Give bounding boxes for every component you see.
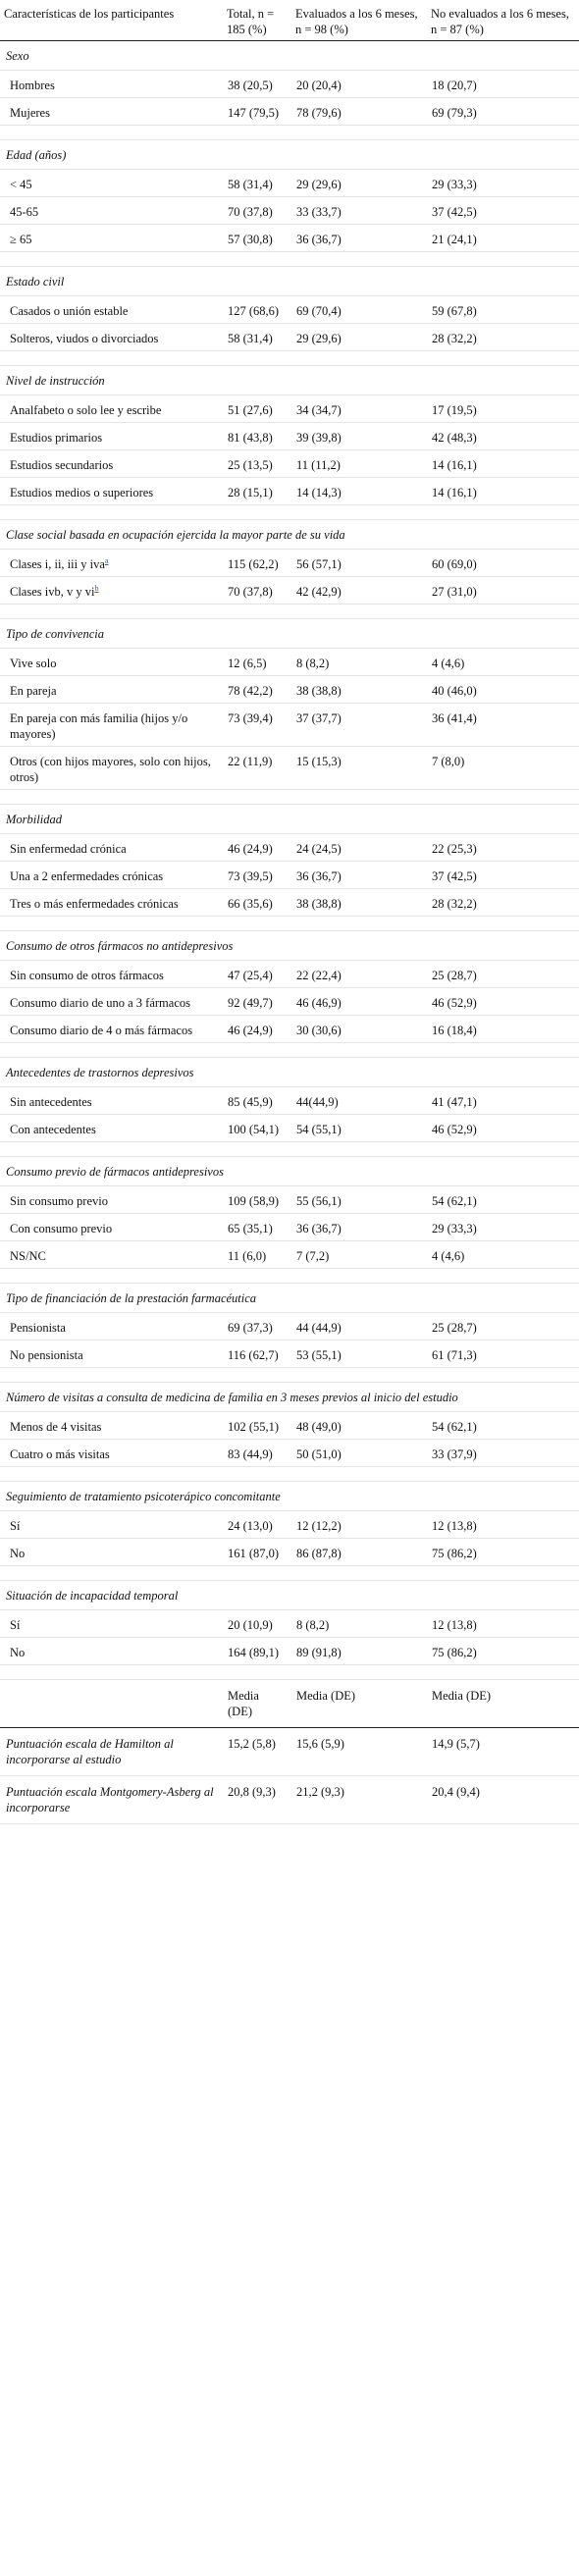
row-label: No xyxy=(10,1547,26,1560)
cell-total: 12 (6,5) xyxy=(223,649,291,676)
cell-not-evaluated: 12 (13,8) xyxy=(427,1610,579,1638)
cell-total: 20 (10,9) xyxy=(223,1610,291,1638)
row-label: Solteros, viudos o divorciados xyxy=(10,332,159,345)
table-row xyxy=(0,395,579,423)
section-title: Tipo de financiación de la prestación farmacéutica xyxy=(0,1284,579,1313)
cell-total: 161 (87,0) xyxy=(223,1539,291,1566)
row-label-cell xyxy=(0,704,223,747)
cell-not-evaluated: 37 (42,5) xyxy=(427,197,579,225)
cell-not-evaluated: 18 (20,7) xyxy=(427,71,579,98)
cell-total: 81 (43,8) xyxy=(223,423,291,450)
row-label: Sin antecedentes xyxy=(10,1095,92,1109)
cell-not-evaluated: 46 (52,9) xyxy=(427,988,579,1016)
table-row xyxy=(0,225,579,252)
row-label: Con antecedentes xyxy=(10,1123,96,1136)
table-row xyxy=(0,747,579,790)
stats-cell-evaluated: 15,6 (5,9) xyxy=(291,1728,427,1776)
section-header-row xyxy=(0,805,579,834)
cell-total: 46 (24,9) xyxy=(223,1016,291,1043)
section-header-row xyxy=(0,619,579,649)
section-spacer xyxy=(0,1142,579,1157)
row-label-cell xyxy=(0,1440,223,1467)
section-spacer xyxy=(0,1269,579,1284)
cell-evaluated: 54 (55,1) xyxy=(291,1115,427,1142)
row-label: Sin enfermedad crónica xyxy=(10,842,127,856)
row-label-cell xyxy=(0,225,223,252)
cell-evaluated: 29 (29,6) xyxy=(291,170,427,197)
table-row xyxy=(0,1313,579,1341)
cell-evaluated: 22 (22,4) xyxy=(291,961,427,988)
section-title: Situación de incapacidad temporal xyxy=(0,1581,579,1610)
cell-evaluated: 20 (20,4) xyxy=(291,71,427,98)
row-label: En pareja con más familia (hijos y/o mayores) xyxy=(10,711,188,741)
cell-evaluated: 78 (79,6) xyxy=(291,98,427,126)
spacer-cell xyxy=(0,1043,579,1058)
section-header-row xyxy=(0,931,579,961)
row-label: NS/NC xyxy=(10,1249,46,1263)
header-evaluated: Evaluados a los 6 meses, n = 98 (%) xyxy=(291,0,427,41)
cell-total: 92 (49,7) xyxy=(223,988,291,1016)
section-header-row xyxy=(0,366,579,395)
row-label-cell xyxy=(0,1115,223,1142)
stats-cell-not-evaluated: 14,9 (5,7) xyxy=(427,1728,579,1776)
row-label-cell xyxy=(0,1186,223,1214)
row-label: Estudios medios o superiores xyxy=(10,486,154,499)
cell-not-evaluated: 12 (13,8) xyxy=(427,1511,579,1539)
cell-evaluated: 44(44,9) xyxy=(291,1087,427,1115)
table-row xyxy=(0,704,579,747)
row-label: Clases i, ii, iii y iva xyxy=(10,557,105,571)
row-label: Otros (con hijos mayores, solo con hijos, otros) xyxy=(10,755,211,784)
row-label-cell xyxy=(0,834,223,862)
footnote-link[interactable]: a xyxy=(104,555,109,565)
cell-evaluated: 34 (34,7) xyxy=(291,395,427,423)
table-row xyxy=(0,550,579,577)
section-title: Nivel de instrucción xyxy=(0,366,579,395)
cell-total: 38 (20,5) xyxy=(223,71,291,98)
table-row xyxy=(0,1341,579,1368)
cell-evaluated: 24 (24,5) xyxy=(291,834,427,862)
cell-total: 73 (39,5) xyxy=(223,862,291,889)
section-header-row xyxy=(0,41,579,71)
table-row xyxy=(0,450,579,478)
row-label: No xyxy=(10,1646,26,1659)
cell-not-evaluated: 16 (18,4) xyxy=(427,1016,579,1043)
cell-not-evaluated: 33 (37,9) xyxy=(427,1440,579,1467)
section-spacer xyxy=(0,1566,579,1581)
cell-not-evaluated: 28 (32,2) xyxy=(427,889,579,917)
cell-not-evaluated: 40 (46,0) xyxy=(427,676,579,704)
row-label-cell xyxy=(0,450,223,478)
section-title: Morbilidad xyxy=(0,805,579,834)
cell-total: 102 (55,1) xyxy=(223,1412,291,1440)
section-spacer xyxy=(0,505,579,520)
table-row xyxy=(0,1016,579,1043)
row-label-cell xyxy=(0,197,223,225)
cell-evaluated: 42 (42,9) xyxy=(291,577,427,605)
row-label-cell xyxy=(0,1610,223,1638)
cell-not-evaluated: 69 (79,3) xyxy=(427,98,579,126)
section-spacer xyxy=(0,605,579,619)
header-not-evaluated: No evaluados a los 6 meses, n = 87 (%) xyxy=(427,0,579,41)
cell-not-evaluated: 17 (19,5) xyxy=(427,395,579,423)
cell-not-evaluated: 21 (24,1) xyxy=(427,225,579,252)
row-label: Con consumo previo xyxy=(10,1222,113,1235)
cell-total: 85 (45,9) xyxy=(223,1087,291,1115)
cell-total: 70 (37,8) xyxy=(223,577,291,605)
cell-evaluated: 15 (15,3) xyxy=(291,747,427,790)
row-label-cell xyxy=(0,71,223,98)
row-label: Consumo diario de 4 o más fármacos xyxy=(10,1024,193,1037)
cell-evaluated: 36 (36,7) xyxy=(291,225,427,252)
stats-header-not-evaluated: Media (DE) xyxy=(427,1680,579,1728)
stats-row-label: Puntuación escala Montgomery-Asberg al incorporarse xyxy=(0,1776,223,1824)
row-label-cell xyxy=(0,988,223,1016)
row-label-cell xyxy=(0,324,223,351)
cell-evaluated: 8 (8,2) xyxy=(291,1610,427,1638)
row-label: Estudios primarios xyxy=(10,431,103,445)
spacer-cell xyxy=(0,505,579,520)
table-row xyxy=(0,676,579,704)
cell-not-evaluated: 60 (69,0) xyxy=(427,550,579,577)
stats-header-row xyxy=(0,1680,579,1728)
cell-evaluated: 36 (36,7) xyxy=(291,862,427,889)
table-body xyxy=(0,41,579,1824)
section-title: Edad (años) xyxy=(0,140,579,170)
row-label-cell xyxy=(0,478,223,505)
cell-total: 47 (25,4) xyxy=(223,961,291,988)
cell-total: 83 (44,9) xyxy=(223,1440,291,1467)
cell-total: 46 (24,9) xyxy=(223,834,291,862)
table-row xyxy=(0,961,579,988)
section-spacer xyxy=(0,252,579,267)
cell-total: 11 (6,0) xyxy=(223,1241,291,1269)
table-row xyxy=(0,1412,579,1440)
table-row xyxy=(0,324,579,351)
section-spacer xyxy=(0,1467,579,1482)
spacer-cell xyxy=(0,252,579,267)
table-row xyxy=(0,1115,579,1142)
section-spacer xyxy=(0,1665,579,1680)
table-row xyxy=(0,170,579,197)
row-label: Tres o más enfermedades crónicas xyxy=(10,897,179,911)
cell-not-evaluated: 61 (71,3) xyxy=(427,1341,579,1368)
cell-not-evaluated: 59 (67,8) xyxy=(427,296,579,324)
cell-not-evaluated: 29 (33,3) xyxy=(427,170,579,197)
cell-not-evaluated: 25 (28,7) xyxy=(427,961,579,988)
section-header-row xyxy=(0,1284,579,1313)
spacer-cell xyxy=(0,1665,579,1680)
row-label: < 45 xyxy=(10,178,32,191)
row-label-cell xyxy=(0,1412,223,1440)
cell-evaluated: 69 (70,4) xyxy=(291,296,427,324)
stats-cell-total: 15,2 (5,8) xyxy=(223,1728,291,1776)
cell-evaluated: 8 (8,2) xyxy=(291,649,427,676)
section-spacer xyxy=(0,351,579,366)
row-label-cell xyxy=(0,1016,223,1043)
row-label: Sin consumo previo xyxy=(10,1194,108,1208)
table-row xyxy=(0,197,579,225)
cell-evaluated: 44 (44,9) xyxy=(291,1313,427,1341)
section-header-row xyxy=(0,1581,579,1610)
cell-not-evaluated: 27 (31,0) xyxy=(427,577,579,605)
row-label: Menos de 4 visitas xyxy=(10,1420,102,1434)
table-row xyxy=(0,889,579,917)
row-label-cell xyxy=(0,961,223,988)
row-label: Sí xyxy=(10,1618,21,1632)
row-label-cell xyxy=(0,1341,223,1368)
cell-evaluated: 14 (14,3) xyxy=(291,478,427,505)
section-title: Antecedentes de trastornos depresivos xyxy=(0,1058,579,1087)
spacer-cell xyxy=(0,605,579,619)
cell-total: 100 (54,1) xyxy=(223,1115,291,1142)
cell-evaluated: 38 (38,8) xyxy=(291,676,427,704)
cell-total: 58 (31,4) xyxy=(223,170,291,197)
stats-row xyxy=(0,1776,579,1824)
cell-evaluated: 55 (56,1) xyxy=(291,1186,427,1214)
cell-evaluated: 38 (38,8) xyxy=(291,889,427,917)
section-spacer xyxy=(0,790,579,805)
cell-total: 73 (39,4) xyxy=(223,704,291,747)
cell-total: 57 (30,8) xyxy=(223,225,291,252)
row-label: 45-65 xyxy=(10,205,39,219)
row-label-cell xyxy=(0,1214,223,1241)
spacer-cell xyxy=(0,1566,579,1581)
row-label-cell xyxy=(0,1313,223,1341)
stats-header-evaluated: Media (DE) xyxy=(291,1680,427,1728)
cell-evaluated: 89 (91,8) xyxy=(291,1638,427,1665)
cell-not-evaluated: 4 (4,6) xyxy=(427,1241,579,1269)
cell-evaluated: 46 (46,9) xyxy=(291,988,427,1016)
row-label: No pensionista xyxy=(10,1348,83,1362)
cell-evaluated: 12 (12,2) xyxy=(291,1511,427,1539)
section-spacer xyxy=(0,126,579,140)
cell-total: 58 (31,4) xyxy=(223,324,291,351)
table-row xyxy=(0,834,579,862)
table-row xyxy=(0,1539,579,1566)
section-title: Sexo xyxy=(0,41,579,71)
row-label-cell xyxy=(0,1241,223,1269)
row-label: Una a 2 enfermedades crónicas xyxy=(10,869,164,883)
cell-evaluated: 33 (33,7) xyxy=(291,197,427,225)
cell-evaluated: 39 (39,8) xyxy=(291,423,427,450)
row-label: Clases ivb, v y vi xyxy=(10,585,95,599)
table-row xyxy=(0,649,579,676)
row-label-cell xyxy=(0,1511,223,1539)
table-row xyxy=(0,71,579,98)
cell-evaluated: 30 (30,6) xyxy=(291,1016,427,1043)
row-label: Casados o unión estable xyxy=(10,304,129,318)
cell-not-evaluated: 7 (8,0) xyxy=(427,747,579,790)
stats-row-label: Puntuación escala de Hamilton al incorporarse al estudio xyxy=(0,1728,223,1776)
row-label-cell xyxy=(0,296,223,324)
cell-total: 65 (35,1) xyxy=(223,1214,291,1241)
row-label-cell xyxy=(0,98,223,126)
cell-not-evaluated: 41 (47,1) xyxy=(427,1087,579,1115)
cell-not-evaluated: 75 (86,2) xyxy=(427,1638,579,1665)
cell-not-evaluated: 14 (16,1) xyxy=(427,450,579,478)
cell-total: 25 (13,5) xyxy=(223,450,291,478)
table-row xyxy=(0,1511,579,1539)
cell-evaluated: 37 (37,7) xyxy=(291,704,427,747)
cell-not-evaluated: 4 (4,6) xyxy=(427,649,579,676)
row-label-cell xyxy=(0,170,223,197)
section-header-row xyxy=(0,1383,579,1412)
row-label-cell xyxy=(0,889,223,917)
section-header-row xyxy=(0,1482,579,1511)
section-spacer xyxy=(0,1368,579,1383)
stats-header-total: Media (DE) xyxy=(223,1680,291,1728)
section-header-row xyxy=(0,1058,579,1087)
table-row xyxy=(0,98,579,126)
row-label-cell xyxy=(0,862,223,889)
cell-not-evaluated: 22 (25,3) xyxy=(427,834,579,862)
cell-evaluated: 48 (49,0) xyxy=(291,1412,427,1440)
cell-total: 69 (37,3) xyxy=(223,1313,291,1341)
table-row xyxy=(0,1186,579,1214)
table-row xyxy=(0,1638,579,1665)
cell-not-evaluated: 25 (28,7) xyxy=(427,1313,579,1341)
row-label: Pensionista xyxy=(10,1321,66,1335)
spacer-cell xyxy=(0,351,579,366)
row-label: Consumo diario de uno a 3 fármacos xyxy=(10,996,190,1010)
stats-cell-not-evaluated: 20,4 (9,4) xyxy=(427,1776,579,1824)
section-title: Consumo de otros fármacos no antidepresivos xyxy=(0,931,579,961)
footnote-link[interactable]: b xyxy=(94,583,99,593)
cell-not-evaluated: 14 (16,1) xyxy=(427,478,579,505)
cell-total: 24 (13,0) xyxy=(223,1511,291,1539)
spacer-cell xyxy=(0,1368,579,1383)
table-header-row xyxy=(0,0,579,41)
section-header-row xyxy=(0,140,579,170)
section-header-row xyxy=(0,267,579,296)
cell-total: 116 (62,7) xyxy=(223,1341,291,1368)
table-row xyxy=(0,577,579,605)
row-label-cell xyxy=(0,747,223,790)
stats-cell-total: 20,8 (9,3) xyxy=(223,1776,291,1824)
row-label: ≥ 65 xyxy=(10,233,32,246)
cell-evaluated: 53 (55,1) xyxy=(291,1341,427,1368)
row-label-cell xyxy=(0,1087,223,1115)
cell-not-evaluated: 36 (41,4) xyxy=(427,704,579,747)
table-row xyxy=(0,1214,579,1241)
cell-total: 28 (15,1) xyxy=(223,478,291,505)
row-label: Analfabeto o solo lee y escribe xyxy=(10,403,162,417)
row-label-cell xyxy=(0,395,223,423)
cell-evaluated: 36 (36,7) xyxy=(291,1214,427,1241)
section-header-row xyxy=(0,520,579,550)
cell-total: 70 (37,8) xyxy=(223,197,291,225)
cell-total: 78 (42,2) xyxy=(223,676,291,704)
spacer-cell xyxy=(0,1269,579,1284)
cell-not-evaluated: 54 (62,1) xyxy=(427,1186,579,1214)
section-spacer xyxy=(0,917,579,931)
cell-not-evaluated: 29 (33,3) xyxy=(427,1214,579,1241)
cell-total: 164 (89,1) xyxy=(223,1638,291,1665)
row-label-cell xyxy=(0,577,223,605)
cell-not-evaluated: 46 (52,9) xyxy=(427,1115,579,1142)
table-row xyxy=(0,1610,579,1638)
cell-total: 147 (79,5) xyxy=(223,98,291,126)
row-label: Hombres xyxy=(10,79,55,92)
cell-evaluated: 11 (11,2) xyxy=(291,450,427,478)
cell-total: 109 (58,9) xyxy=(223,1186,291,1214)
section-title: Seguimiento de tratamiento psicoterápico concomitante xyxy=(0,1482,579,1511)
stats-header-empty xyxy=(0,1680,223,1728)
section-title: Clase social basada en ocupación ejercida la mayor parte de su vida xyxy=(0,520,579,550)
row-label: Mujeres xyxy=(10,106,50,120)
row-label: Sí xyxy=(10,1519,21,1533)
row-label: Sin consumo de otros fármacos xyxy=(10,969,164,982)
cell-total: 51 (27,6) xyxy=(223,395,291,423)
cell-not-evaluated: 42 (48,3) xyxy=(427,423,579,450)
table-row xyxy=(0,478,579,505)
header-characteristics: Características de los participantes xyxy=(0,0,223,41)
spacer-cell xyxy=(0,917,579,931)
row-label: Vive solo xyxy=(10,657,57,670)
spacer-cell xyxy=(0,126,579,140)
spacer-cell xyxy=(0,1467,579,1482)
cell-not-evaluated: 75 (86,2) xyxy=(427,1539,579,1566)
cell-not-evaluated: 37 (42,5) xyxy=(427,862,579,889)
cell-evaluated: 7 (7,2) xyxy=(291,1241,427,1269)
section-title: Tipo de convivencia xyxy=(0,619,579,649)
table-row xyxy=(0,1087,579,1115)
table-row xyxy=(0,423,579,450)
cell-total: 66 (35,6) xyxy=(223,889,291,917)
spacer-cell xyxy=(0,790,579,805)
table-row xyxy=(0,862,579,889)
row-label: Cuatro o más visitas xyxy=(10,1447,110,1461)
stats-row xyxy=(0,1728,579,1776)
row-label-cell xyxy=(0,423,223,450)
cell-total: 22 (11,9) xyxy=(223,747,291,790)
header-total: Total, n = 185 (%) xyxy=(223,0,291,41)
table-row xyxy=(0,296,579,324)
cell-evaluated: 29 (29,6) xyxy=(291,324,427,351)
table-row xyxy=(0,988,579,1016)
stats-cell-evaluated: 21,2 (9,3) xyxy=(291,1776,427,1824)
section-header-row xyxy=(0,1157,579,1186)
section-title: Estado civil xyxy=(0,267,579,296)
table-row xyxy=(0,1440,579,1467)
cell-not-evaluated: 28 (32,2) xyxy=(427,324,579,351)
row-label-cell xyxy=(0,676,223,704)
cell-evaluated: 86 (87,8) xyxy=(291,1539,427,1566)
cell-evaluated: 56 (57,1) xyxy=(291,550,427,577)
cell-total: 127 (68,6) xyxy=(223,296,291,324)
row-label-cell xyxy=(0,1539,223,1566)
row-label-cell xyxy=(0,649,223,676)
row-label-cell xyxy=(0,550,223,577)
cell-evaluated: 50 (51,0) xyxy=(291,1440,427,1467)
section-spacer xyxy=(0,1043,579,1058)
row-label-cell xyxy=(0,1638,223,1665)
table-row xyxy=(0,1241,579,1269)
section-title: Consumo previo de fármacos antidepresivos xyxy=(0,1157,579,1186)
row-label: Estudios secundarios xyxy=(10,458,114,472)
section-title: Número de visitas a consulta de medicina de familia en 3 meses previos al inicio del estudio xyxy=(0,1383,579,1412)
row-label: En pareja xyxy=(10,684,57,698)
spacer-cell xyxy=(0,1142,579,1157)
cell-total: 115 (62,2) xyxy=(223,550,291,577)
cell-not-evaluated: 54 (62,1) xyxy=(427,1412,579,1440)
